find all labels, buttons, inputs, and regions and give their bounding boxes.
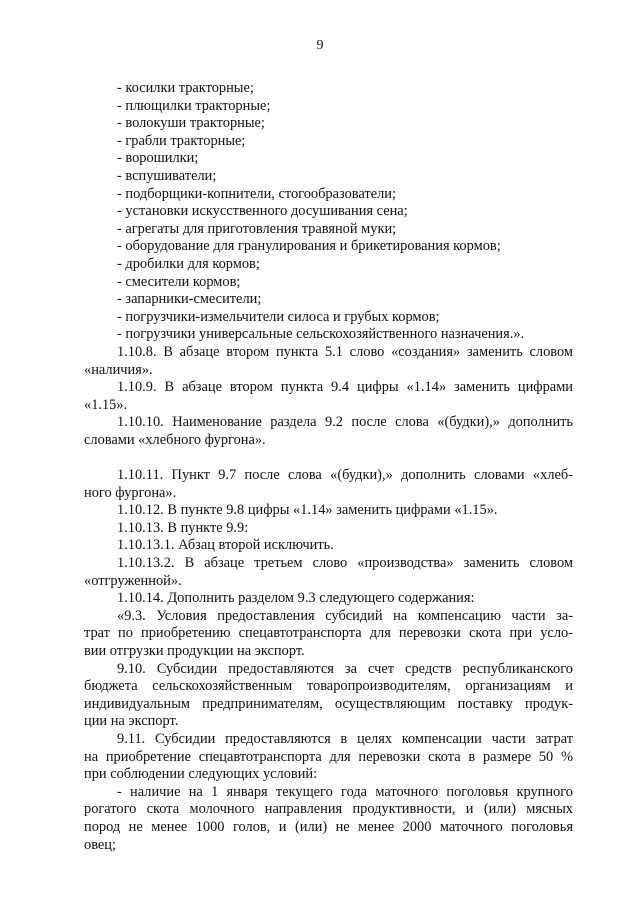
paragraph-line: овец; xyxy=(84,836,116,853)
document-body xyxy=(84,80,573,854)
paragraph-1-10-13-1: 1.10.13.1. Абзац второй исключить. xyxy=(117,537,334,554)
paragraph-line: вии отгрузки продукции на экспорт. xyxy=(84,643,305,659)
list-item: - оборудование для гранулирования и брикетирования кормов; xyxy=(117,238,501,255)
list-item: - смесители кормов; xyxy=(117,273,241,290)
list-item: - грабли тракторные; xyxy=(117,132,246,149)
list-item: - агрегаты для приготовления травяной муки; xyxy=(117,220,397,237)
paragraph-line: ного фургона». xyxy=(84,484,177,501)
list-item: - погрузчики-измельчители силоса и грубых кормов; xyxy=(117,308,440,325)
paragraph-1-10-9 xyxy=(84,379,573,414)
paragraph-9-3 xyxy=(84,608,573,661)
list-item: - косилки тракторные; xyxy=(117,80,254,96)
paragraph-line: 1.10.8. В абзаце втором пункта 5.1 слово «создания» заменить словом xyxy=(117,343,573,360)
equipment-list xyxy=(84,80,573,344)
list-item: - погрузчики универсальные сельскохозяйственного назначения.». xyxy=(117,326,525,343)
paragraph-line: при соблюдении следующих условий: xyxy=(84,766,318,783)
paragraph-line: «отгруженной». xyxy=(84,572,182,589)
paragraph-line: на приобретение спецавтотранспорта для перевозки скота в размере 50 % xyxy=(84,748,573,765)
paragraph-9-11 xyxy=(84,731,573,784)
paragraph-line: 1.10.10. Наименование раздела 9.2 после слова «(будки),» дополнить xyxy=(117,414,573,431)
list-item: - вспушиватели; xyxy=(117,167,217,184)
blank-line xyxy=(84,449,573,467)
paragraph-9-10 xyxy=(84,661,573,731)
paragraph-1-10-13-2 xyxy=(84,555,573,590)
paragraph-line: «1.15». xyxy=(84,396,128,413)
paragraph-1-10-14: 1.10.14. Дополнить разделом 9.3 следующего содержания: xyxy=(117,590,475,607)
paragraph-line: 9.11. Субсидии предоставляются в целях компенсации части затрат xyxy=(117,730,573,747)
paragraph-line: 1.10.13.2. В абзаце третьем слово «производства» заменить словом xyxy=(117,555,573,572)
page-number: 9 xyxy=(316,38,324,53)
paragraph-1-10-10 xyxy=(84,414,573,449)
paragraph-condition-1 xyxy=(84,784,573,854)
paragraph-line: трат по приобретению спецавтотранспорта для перевозки скота при усло- xyxy=(84,625,573,642)
paragraph-line: рогатого скота молочного направления продуктивности, и (или) мясных xyxy=(84,801,573,818)
paragraph-1-10-8 xyxy=(84,344,573,379)
paragraph-line: 9.10. Субсидии предоставляются за счет средств республиканского xyxy=(117,660,573,677)
paragraph-line: словами «хлебного фургона». xyxy=(84,431,266,448)
paragraph-line: индивидуальным предпринимателям, осуществляющим поставку продук- xyxy=(84,695,573,712)
paragraph-line: «9.3. Условия предоставления субсидий на компенсацию части за- xyxy=(117,607,573,624)
paragraph-line: бюджета сельскохозяйственным товаропроизводителям, организациям и xyxy=(84,678,573,695)
paragraph-1-10-13: 1.10.13. В пункте 9.9: xyxy=(117,519,249,536)
paragraph-line: «наличия». xyxy=(84,361,153,378)
list-item: - запарники-смесители; xyxy=(117,291,262,308)
paragraph-line: ции на экспорт. xyxy=(84,713,179,730)
list-item: - волокуши тракторные; xyxy=(117,115,265,132)
paragraph-1-10-12: 1.10.12. В пункте 9.8 цифры «1.14» заменить цифрами «1.15». xyxy=(117,502,498,519)
paragraph-line: 1.10.9. В абзаце втором пункта 9.4 цифры «1.14» заменить цифрами xyxy=(117,379,573,396)
list-item: - плющилки тракторные; xyxy=(117,97,271,114)
list-item: - установки искусственного досушивания сена; xyxy=(117,203,408,220)
list-item: - дробилки для кормов; xyxy=(117,255,260,272)
list-item: - подборщики-копнители, стогообразователи; xyxy=(117,185,396,202)
paragraph-1-10-11 xyxy=(84,467,573,502)
paragraph-line: 1.10.11. Пункт 9.7 после слова «(будки),» дополнить словами «хлеб- xyxy=(117,467,573,484)
list-item: - ворошилки; xyxy=(117,150,199,167)
paragraph-line: - наличие на 1 января текущего года маточного поголовья крупного xyxy=(117,783,573,800)
paragraph-line: пород не менее 1000 голов, и (или) не менее 2000 маточного поголовья xyxy=(84,818,573,835)
